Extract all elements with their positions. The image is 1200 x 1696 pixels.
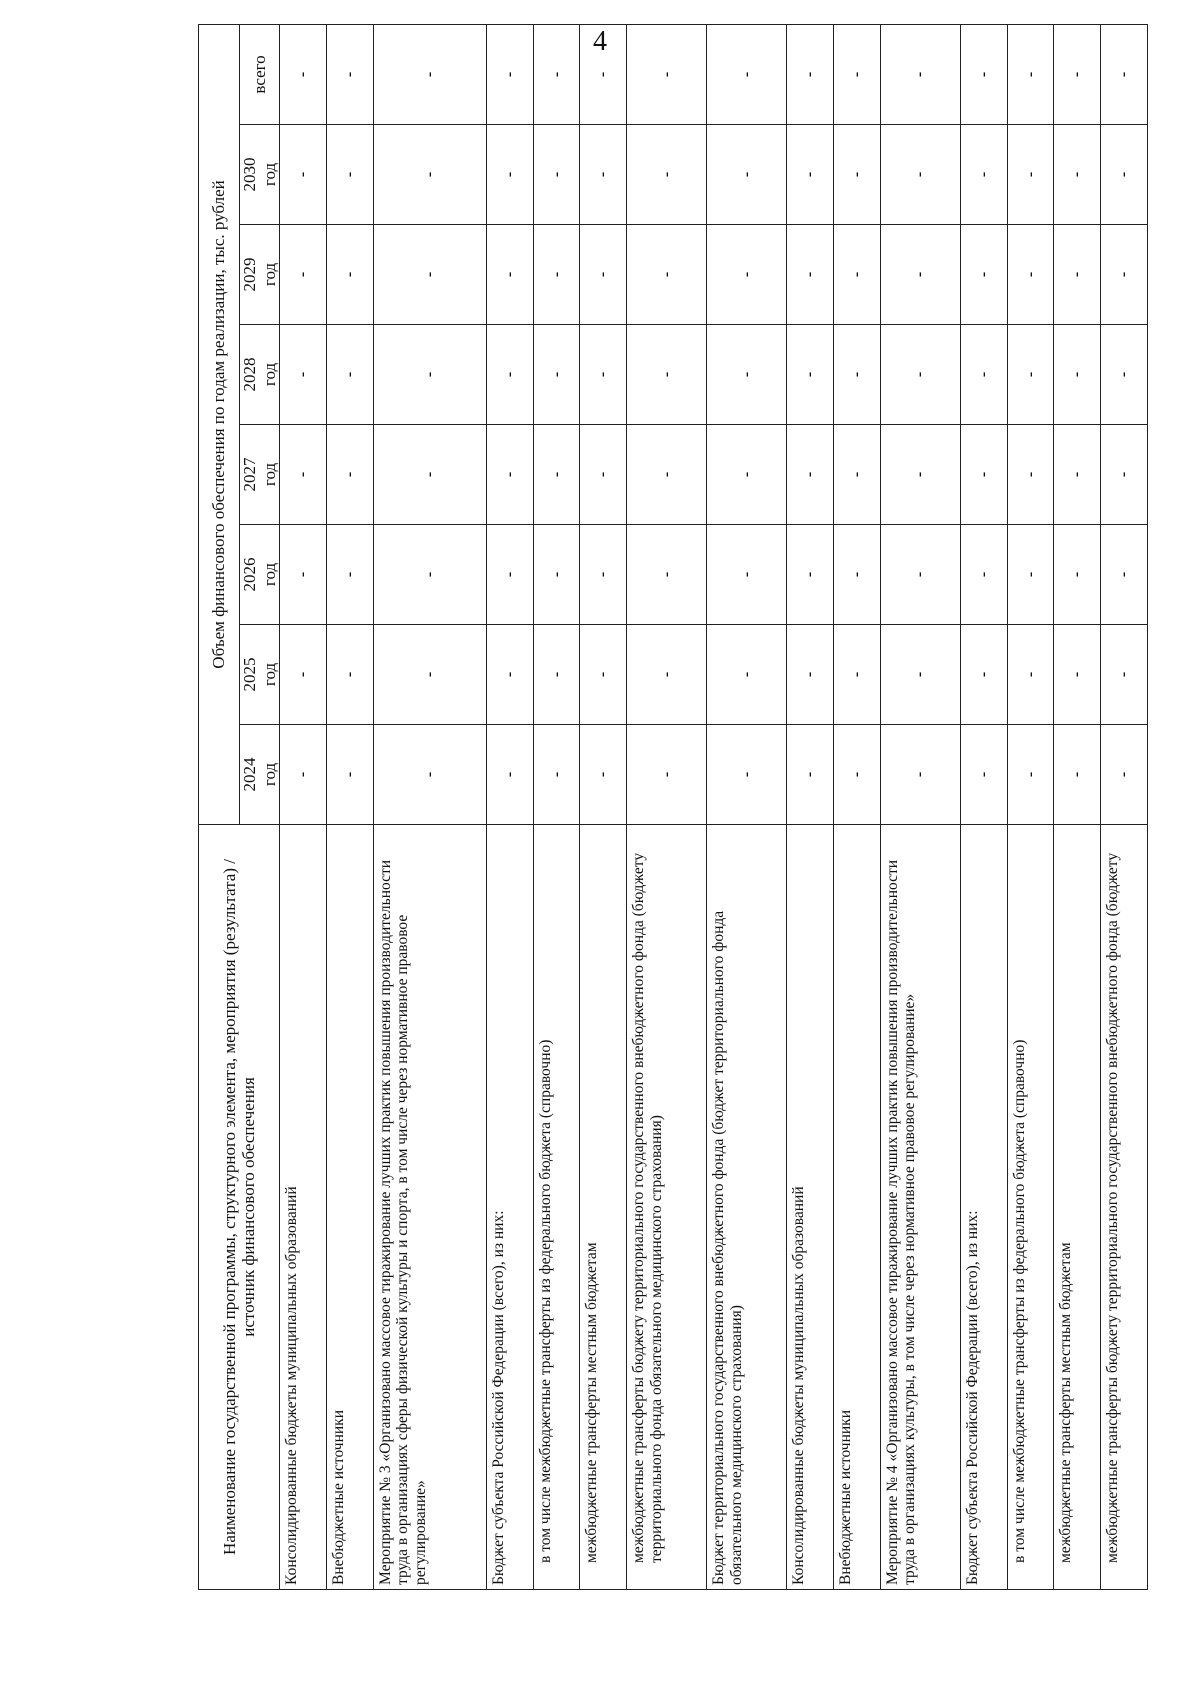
table-row [373, 24, 486, 1589]
value-cell: - [533, 525, 580, 625]
column-header-name: Наименование государственной программы, структурного элемента, мероприятия (результата) / источник финансового обеспечения [199, 825, 280, 1590]
value-cell: - [1101, 725, 1148, 825]
table-row [580, 24, 627, 1589]
year-unit: год [259, 462, 279, 487]
value-cell: - [960, 225, 1007, 325]
value-cell: - [373, 24, 486, 124]
value-cell: - [326, 325, 373, 425]
year-unit: год [259, 562, 279, 587]
value-cell: - [834, 325, 881, 425]
value-cell: - [487, 225, 534, 325]
rotated-table-container [198, 55, 1148, 1590]
value-cell: - [880, 425, 960, 525]
table-row [1007, 24, 1054, 1589]
row-label: межбюджетные трансферты местным бюджетам [580, 825, 627, 1590]
value-cell: - [580, 325, 627, 425]
row-label: Консолидированные бюджеты муниципальных образований [787, 825, 834, 1590]
row-label: Бюджет территориального государственного внебюджетного фонда (бюджет территориального фонда обязательного медицинского страхования) [707, 825, 787, 1590]
value-cell: - [1101, 425, 1148, 525]
value-cell: - [834, 24, 881, 124]
value-cell: - [707, 24, 787, 124]
column-header-total: всего [240, 24, 280, 124]
value-cell: - [326, 625, 373, 725]
value-cell: - [280, 325, 327, 425]
value-cell: - [1054, 525, 1101, 625]
value-cell: - [533, 425, 580, 525]
value-cell: - [834, 525, 881, 625]
value-cell: - [627, 525, 707, 625]
value-cell: - [580, 725, 627, 825]
table-row [787, 24, 834, 1589]
row-label: Внебюджетные источники [326, 825, 373, 1590]
value-cell: - [580, 125, 627, 225]
value-cell: - [834, 125, 881, 225]
value-cell: - [1101, 125, 1148, 225]
value-cell: - [880, 225, 960, 325]
value-cell: - [960, 625, 1007, 725]
value-cell: - [326, 425, 373, 525]
value-cell: - [787, 325, 834, 425]
year-unit: год [259, 162, 279, 187]
value-cell: - [627, 125, 707, 225]
value-cell: - [487, 425, 534, 525]
value-cell: - [1101, 525, 1148, 625]
value-cell: - [533, 725, 580, 825]
value-cell: - [1054, 125, 1101, 225]
value-cell: - [580, 225, 627, 325]
table-body [280, 24, 1148, 1589]
table-row [834, 24, 881, 1589]
value-cell: - [707, 725, 787, 825]
financing-table [198, 24, 1148, 1590]
value-cell: - [960, 24, 1007, 124]
column-header-group: Объем финансового обеспечения по годам реализации, тыс. рублей [199, 24, 240, 824]
value-cell: - [960, 125, 1007, 225]
value-cell: - [707, 225, 787, 325]
value-cell: - [627, 425, 707, 525]
year-number: 2025 [240, 657, 259, 692]
column-header-year [240, 725, 280, 825]
value-cell: - [1054, 225, 1101, 325]
value-cell: - [580, 625, 627, 725]
value-cell: - [373, 325, 486, 425]
value-cell: - [326, 525, 373, 625]
column-header-year [240, 125, 280, 225]
row-label: в том числе межбюджетные трансферты из федерального бюджета (справочно) [533, 825, 580, 1590]
row-label: межбюджетные трансферты местным бюджетам [1054, 825, 1101, 1590]
value-cell: - [787, 425, 834, 525]
column-header-year [240, 525, 280, 625]
value-cell: - [787, 525, 834, 625]
value-cell: - [1007, 125, 1054, 225]
value-cell: - [1007, 625, 1054, 725]
value-cell: - [707, 325, 787, 425]
value-cell: - [1101, 325, 1148, 425]
value-cell: - [627, 325, 707, 425]
year-number: 2024 [240, 757, 259, 792]
value-cell: - [960, 725, 1007, 825]
value-cell: - [960, 325, 1007, 425]
value-cell: - [880, 625, 960, 725]
value-cell: - [487, 625, 534, 725]
value-cell: - [627, 625, 707, 725]
value-cell: - [960, 525, 1007, 625]
year-unit: год [259, 662, 279, 687]
value-cell: - [707, 625, 787, 725]
table-row [880, 24, 960, 1589]
value-cell: - [880, 325, 960, 425]
value-cell: - [487, 325, 534, 425]
value-cell: - [580, 525, 627, 625]
value-cell: - [326, 725, 373, 825]
row-label: Внебюджетные источники [834, 825, 881, 1590]
table-row [960, 24, 1007, 1589]
year-unit: год [259, 762, 279, 787]
value-cell: - [1054, 725, 1101, 825]
value-cell: - [533, 225, 580, 325]
year-number: 2026 [240, 557, 259, 592]
value-cell: - [280, 225, 327, 325]
value-cell: - [326, 125, 373, 225]
row-label: межбюджетные трансферты бюджету территориального государственного внебюджетного фонда (бюджету [1101, 825, 1148, 1590]
value-cell: - [707, 425, 787, 525]
value-cell: - [707, 125, 787, 225]
value-cell: - [880, 125, 960, 225]
value-cell: - [834, 625, 881, 725]
column-header-year [240, 325, 280, 425]
row-label: Мероприятие № 3 «Организовано массовое тиражирование лучших практик повышения производительности труда в организациях сферы физической культуры и спорта, в том числе через нормативное правовое регулирование» [373, 825, 486, 1590]
row-label: Бюджет субъекта Российской Федерации (всего), из них: [960, 825, 1007, 1590]
value-cell: - [627, 725, 707, 825]
value-cell: - [373, 725, 486, 825]
value-cell: - [834, 225, 881, 325]
value-cell: - [1007, 225, 1054, 325]
value-cell: - [960, 425, 1007, 525]
row-label: Мероприятие № 4 «Организовано массовое тиражирование лучших практик повышения производительности труда в организациях культуры, в том числе через нормативное правовое регулирование» [880, 825, 960, 1590]
value-cell: - [1054, 625, 1101, 725]
value-cell: - [787, 225, 834, 325]
table-row [1054, 24, 1101, 1589]
value-cell: - [533, 125, 580, 225]
value-cell: - [834, 725, 881, 825]
value-cell: - [1101, 225, 1148, 325]
value-cell: - [1054, 24, 1101, 124]
column-header-year [240, 425, 280, 525]
value-cell: - [373, 125, 486, 225]
value-cell: - [487, 125, 534, 225]
column-header-year [240, 225, 280, 325]
table-row [1101, 24, 1148, 1589]
value-cell: - [373, 625, 486, 725]
value-cell: - [880, 525, 960, 625]
value-cell: - [280, 525, 327, 625]
row-label: Бюджет субъекта Российской Федерации (всего), из них: [487, 825, 534, 1590]
value-cell: - [533, 24, 580, 124]
row-label: в том числе межбюджетные трансферты из федерального бюджета (справочно) [1007, 825, 1054, 1590]
value-cell: - [280, 125, 327, 225]
value-cell: - [880, 725, 960, 825]
value-cell: - [373, 425, 486, 525]
column-header-year [240, 625, 280, 725]
value-cell: - [326, 225, 373, 325]
value-cell: - [533, 625, 580, 725]
table-row [627, 24, 707, 1589]
value-cell: - [487, 24, 534, 124]
row-label: межбюджетные трансферты бюджету территориального государственного внебюджетного фонда (бюджету территориального фонда обязательного медицинского страхования) [627, 825, 707, 1590]
value-cell: - [627, 24, 707, 124]
value-cell: - [280, 425, 327, 525]
value-cell: - [487, 525, 534, 625]
value-cell: - [373, 225, 486, 325]
value-cell: - [1007, 325, 1054, 425]
table-row [326, 24, 373, 1589]
value-cell: - [707, 525, 787, 625]
value-cell: - [787, 725, 834, 825]
table-row [533, 24, 580, 1589]
value-cell: - [787, 125, 834, 225]
value-cell: - [1007, 525, 1054, 625]
row-label: Консолидированные бюджеты муниципальных образований [280, 825, 327, 1590]
value-cell: - [580, 425, 627, 525]
value-cell: - [1101, 625, 1148, 725]
value-cell: - [834, 425, 881, 525]
table-row [487, 24, 534, 1589]
page-number: 4 [593, 26, 607, 57]
value-cell: - [280, 625, 327, 725]
value-cell: - [533, 325, 580, 425]
value-cell: - [1054, 425, 1101, 525]
header-row-1 [199, 24, 240, 1589]
value-cell: - [580, 24, 627, 124]
value-cell: - [787, 24, 834, 124]
value-cell: - [1007, 725, 1054, 825]
table-row [707, 24, 787, 1589]
value-cell: - [880, 24, 960, 124]
year-number: 2028 [240, 357, 259, 392]
year-number: 2027 [240, 457, 259, 492]
value-cell: - [627, 225, 707, 325]
value-cell: - [487, 725, 534, 825]
value-cell: - [1007, 24, 1054, 124]
value-cell: - [1007, 425, 1054, 525]
table-row [280, 24, 327, 1589]
value-cell: - [326, 24, 373, 124]
year-unit: год [259, 262, 279, 287]
value-cell: - [280, 725, 327, 825]
year-number: 2030 [240, 157, 259, 192]
value-cell: - [1101, 24, 1148, 124]
value-cell: - [787, 625, 834, 725]
value-cell: - [280, 24, 327, 124]
year-unit: год [259, 362, 279, 387]
value-cell: - [1054, 325, 1101, 425]
year-number: 2029 [240, 257, 259, 292]
value-cell: - [373, 525, 486, 625]
